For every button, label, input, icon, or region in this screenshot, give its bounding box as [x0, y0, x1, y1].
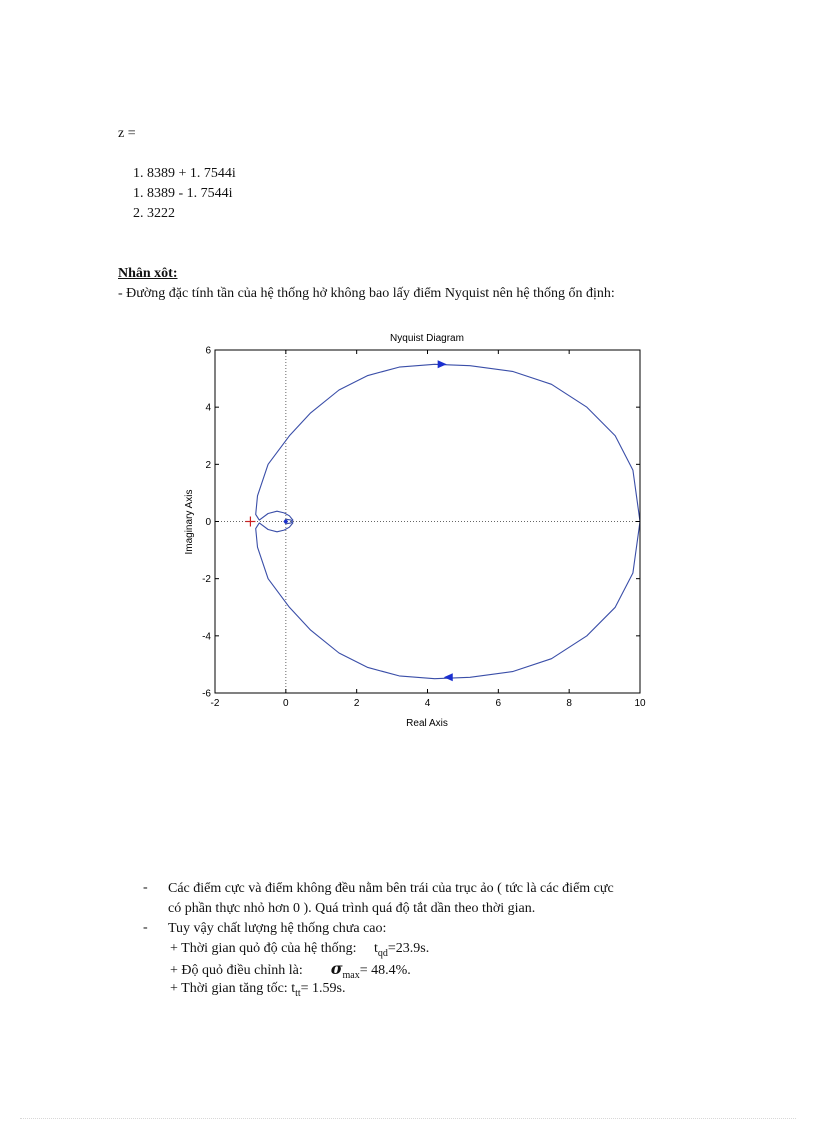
x-tick-label: 0 [283, 698, 289, 709]
x-tick-label: 4 [424, 698, 431, 709]
settling-time-sub: qd [377, 947, 388, 959]
y-tick-label: -4 [202, 631, 211, 643]
conclusion-line-1: Các điểm cực và điểm không đều nằm bên trái của trục ảo ( tức là các điểm cực [168, 881, 614, 896]
settling-time-line [170, 940, 429, 958]
settling-time-value: =23.9s. [387, 941, 430, 956]
bullet-marker: - [143, 920, 148, 935]
y-tick-label: -2 [202, 574, 211, 586]
x-axis-label: Real Axis [406, 718, 448, 729]
overshoot-label: + Độ quỏ điều chỉnh là: [170, 963, 303, 978]
rise-time-value: = 1.59s. [300, 981, 346, 996]
settling-time-symbol: t [374, 941, 378, 956]
rise-time-sub: tt [295, 987, 301, 999]
root-1: 1. 8389 + 1. 7544i [133, 166, 236, 181]
chart-title: Nyquist Diagram [390, 333, 464, 344]
y-axis-label: Imaginary Axis [184, 489, 195, 555]
settling-time-label: + Thời gian quỏ độ của hệ thống: [170, 941, 357, 956]
bullet-marker: - [143, 880, 148, 895]
conclusion-line-2: có phần thực nhỏ hơn 0 ). Quá trình quá độ tắt dần theo thời gian. [168, 901, 536, 916]
root-3: 2. 3222 [133, 206, 175, 221]
y-tick-label: -6 [202, 688, 211, 700]
y-tick-label: 6 [205, 345, 211, 357]
nyquist-chart [180, 328, 650, 738]
x-tick-label: 2 [353, 698, 360, 709]
z-label: z = [118, 126, 136, 141]
y-tick-label: 4 [205, 402, 211, 414]
overshoot-value: = 48.4%. [359, 963, 411, 978]
root-2: 1. 8389 - 1. 7544i [133, 186, 233, 201]
x-tick-label: 10 [634, 698, 646, 709]
x-tick-label: 6 [495, 698, 502, 709]
sigma-symbol: σ [330, 959, 343, 978]
rise-time-label: + Thời gian tăng tốc: t [170, 981, 296, 996]
overshoot-sub: max [342, 969, 360, 981]
y-tick-label: 2 [205, 459, 211, 471]
overshoot-line [170, 960, 411, 980]
x-tick-label: 8 [566, 698, 572, 709]
rise-time-line [170, 980, 345, 998]
remarks-heading: Nhân xôt: [118, 266, 178, 281]
origin-marker [284, 520, 288, 524]
conclusion-line-3: Tuy vậy chất lượng hệ thống chưa cao: [168, 921, 387, 936]
page-footer-rule [20, 1118, 796, 1119]
remark-text: - Đường đặc tính tần của hệ thống hở không bao lấy điểm Nyquist nên hệ thống ổn định: [118, 286, 615, 301]
y-tick-label: 0 [205, 517, 211, 528]
x-tick-label: -2 [210, 698, 220, 709]
